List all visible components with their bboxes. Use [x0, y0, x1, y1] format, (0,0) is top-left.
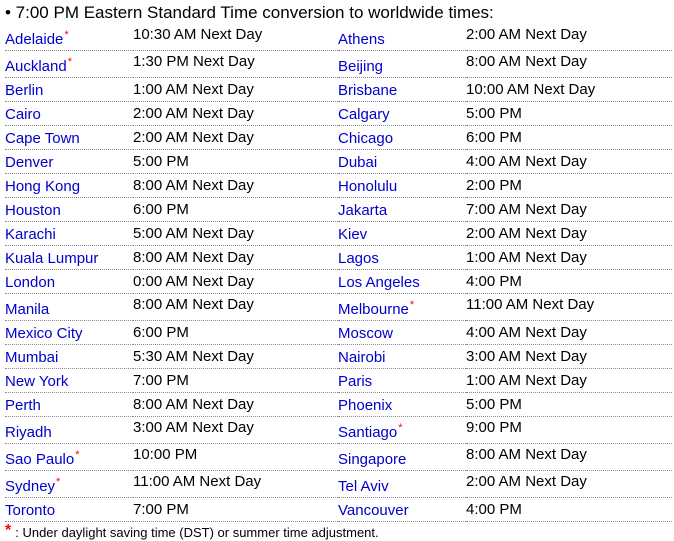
- city-link[interactable]: Beijing: [338, 58, 384, 75]
- right-city-cell: [338, 51, 466, 78]
- city-link[interactable]: Cape Town: [5, 130, 80, 147]
- right-city-cell: [338, 78, 466, 102]
- left-city-cell: [5, 24, 133, 51]
- city-link[interactable]: London: [5, 274, 56, 291]
- city-link[interactable]: Toronto: [5, 502, 56, 519]
- city-link[interactable]: Santiago: [338, 424, 398, 441]
- left-city-cell: [5, 393, 133, 417]
- left-time-cell: 8:00 AM Next Day: [133, 174, 338, 198]
- right-city-cell: [338, 498, 466, 522]
- city-link[interactable]: Jakarta: [338, 202, 388, 219]
- dst-marker-icon: *: [64, 29, 69, 41]
- city-link[interactable]: Phoenix: [338, 397, 393, 414]
- city-link[interactable]: Melbourne: [338, 301, 409, 318]
- city-link[interactable]: Vancouver: [338, 502, 409, 519]
- right-time-cell: 1:00 AM Next Day: [466, 369, 672, 393]
- right-time-cell: 2:00 AM Next Day: [466, 24, 672, 51]
- left-time-cell: 7:00 PM: [133, 369, 338, 393]
- right-time-cell: 7:00 AM Next Day: [466, 198, 672, 222]
- table-row: [5, 471, 672, 498]
- right-city-cell: [338, 102, 466, 126]
- right-time-cell: 2:00 AM Next Day: [466, 471, 672, 498]
- timezone-table: [5, 24, 672, 522]
- left-city-cell: [5, 444, 133, 471]
- city-link[interactable]: Lagos: [338, 250, 379, 267]
- right-time-cell: 4:00 AM Next Day: [466, 321, 672, 345]
- table-row: [5, 126, 672, 150]
- left-time-cell: 8:00 AM Next Day: [133, 393, 338, 417]
- left-time-cell: 6:00 PM: [133, 198, 338, 222]
- right-city-cell: [338, 294, 466, 321]
- left-time-cell: 6:00 PM: [133, 321, 338, 345]
- right-time-cell: 8:00 AM Next Day: [466, 51, 672, 78]
- right-time-cell: 5:00 PM: [466, 102, 672, 126]
- city-link[interactable]: Moscow: [338, 325, 394, 342]
- right-city-cell: [338, 345, 466, 369]
- right-city-cell: [338, 174, 466, 198]
- city-link[interactable]: New York: [5, 373, 69, 390]
- left-time-cell: 8:00 AM Next Day: [133, 294, 338, 321]
- city-link[interactable]: Riyadh: [5, 424, 52, 441]
- right-city-cell: [338, 24, 466, 51]
- city-link[interactable]: Denver: [5, 154, 54, 171]
- right-time-cell: 2:00 PM: [466, 174, 672, 198]
- left-city-cell: [5, 126, 133, 150]
- city-link[interactable]: Karachi: [5, 226, 56, 243]
- left-time-cell: 1:30 PM Next Day: [133, 51, 338, 78]
- left-city-cell: [5, 417, 133, 444]
- city-link[interactable]: Kuala Lumpur: [5, 250, 99, 267]
- left-city-cell: [5, 270, 133, 294]
- left-time-cell: 11:00 AM Next Day: [133, 471, 338, 498]
- city-link[interactable]: Adelaide: [5, 31, 64, 48]
- left-city-cell: [5, 150, 133, 174]
- dst-marker-icon: *: [56, 476, 61, 488]
- left-city-cell: [5, 246, 133, 270]
- table-row: [5, 150, 672, 174]
- right-time-cell: 9:00 PM: [466, 417, 672, 444]
- right-city-cell: [338, 471, 466, 498]
- right-time-cell: 3:00 AM Next Day: [466, 345, 672, 369]
- left-city-cell: [5, 369, 133, 393]
- left-city-cell: [5, 345, 133, 369]
- dst-marker-icon: *: [5, 522, 12, 539]
- right-time-cell: 11:00 AM Next Day: [466, 294, 672, 321]
- left-time-cell: 0:00 AM Next Day: [133, 270, 338, 294]
- table-row: [5, 498, 672, 522]
- conversion-heading: • 7:00 PM Eastern Standard Time conversion to worldwide times:: [5, 3, 494, 22]
- left-city-cell: [5, 321, 133, 345]
- left-time-cell: 5:30 AM Next Day: [133, 345, 338, 369]
- timezone-table-body: [5, 24, 672, 522]
- left-city-cell: [5, 174, 133, 198]
- left-time-cell: 8:00 AM Next Day: [133, 246, 338, 270]
- left-city-cell: [5, 102, 133, 126]
- dst-marker-icon: *: [398, 422, 403, 434]
- table-row: [5, 444, 672, 471]
- left-city-cell: [5, 471, 133, 498]
- right-city-cell: [338, 150, 466, 174]
- left-time-cell: 2:00 AM Next Day: [133, 102, 338, 126]
- right-time-cell: 4:00 PM: [466, 498, 672, 522]
- table-row: [5, 246, 672, 270]
- left-city-cell: [5, 294, 133, 321]
- table-row: [5, 198, 672, 222]
- table-row: [5, 270, 672, 294]
- right-time-cell: 6:00 PM: [466, 126, 672, 150]
- left-time-cell: 5:00 AM Next Day: [133, 222, 338, 246]
- left-city-cell: [5, 51, 133, 78]
- dst-marker-icon: *: [67, 56, 72, 68]
- dst-marker-icon: *: [75, 449, 80, 461]
- left-city-cell: [5, 198, 133, 222]
- right-time-cell: 2:00 AM Next Day: [466, 222, 672, 246]
- left-city-cell: [5, 78, 133, 102]
- table-row: [5, 51, 672, 78]
- city-link[interactable]: Honolulu: [338, 178, 398, 195]
- right-city-cell: [338, 222, 466, 246]
- city-link[interactable]: Chicago: [338, 130, 394, 147]
- city-link[interactable]: Mexico City: [5, 325, 83, 342]
- table-row: [5, 321, 672, 345]
- right-city-cell: [338, 417, 466, 444]
- table-row: [5, 24, 672, 51]
- right-time-cell: 4:00 AM Next Day: [466, 150, 672, 174]
- right-time-cell: 4:00 PM: [466, 270, 672, 294]
- right-time-cell: 8:00 AM Next Day: [466, 444, 672, 471]
- city-link[interactable]: Brisbane: [338, 82, 398, 99]
- city-link[interactable]: Nairobi: [338, 349, 386, 366]
- left-time-cell: 10:30 AM Next Day: [133, 24, 338, 51]
- right-time-cell: 10:00 AM Next Day: [466, 78, 672, 102]
- city-link[interactable]: Kiev: [338, 226, 368, 243]
- left-city-cell: [5, 498, 133, 522]
- right-city-cell: [338, 321, 466, 345]
- right-city-cell: [338, 444, 466, 471]
- city-link[interactable]: Paris: [338, 373, 373, 390]
- city-link[interactable]: Perth: [5, 397, 41, 414]
- left-city-cell: [5, 222, 133, 246]
- city-link[interactable]: Auckland: [5, 58, 67, 75]
- city-link[interactable]: Manila: [5, 301, 50, 318]
- right-city-cell: [338, 198, 466, 222]
- dst-footnote: [5, 522, 672, 541]
- city-link[interactable]: Houston: [5, 202, 61, 219]
- right-city-cell: [338, 126, 466, 150]
- right-city-cell: [338, 270, 466, 294]
- table-row: [5, 369, 672, 393]
- city-link[interactable]: Berlin: [5, 82, 44, 99]
- table-row: [5, 174, 672, 198]
- city-link[interactable]: Hong Kong: [5, 178, 81, 195]
- dst-marker-icon: *: [409, 299, 415, 311]
- right-city-cell: [338, 393, 466, 417]
- left-time-cell: 3:00 AM Next Day: [133, 417, 338, 444]
- city-link[interactable]: Dubai: [338, 154, 378, 171]
- right-time-cell: 5:00 PM: [466, 393, 672, 417]
- right-city-cell: [338, 246, 466, 270]
- left-time-cell: 7:00 PM: [133, 498, 338, 522]
- city-link[interactable]: Sydney: [5, 478, 56, 495]
- city-link[interactable]: Sao Paulo: [5, 451, 75, 468]
- left-time-cell: 2:00 AM Next Day: [133, 126, 338, 150]
- city-link[interactable]: Athens: [338, 31, 385, 48]
- table-row: [5, 222, 672, 246]
- table-row: [5, 393, 672, 417]
- city-link[interactable]: Singapore: [338, 451, 407, 468]
- city-link[interactable]: Cairo: [5, 106, 41, 123]
- left-time-cell: 5:00 PM: [133, 150, 338, 174]
- table-row: [5, 345, 672, 369]
- city-link[interactable]: Mumbai: [5, 349, 59, 366]
- table-row: [5, 294, 672, 321]
- city-link[interactable]: Los Angeles: [338, 274, 420, 291]
- table-row: [5, 417, 672, 444]
- left-time-cell: 1:00 AM Next Day: [133, 78, 338, 102]
- dst-footnote-text: : Under daylight saving time (DST) or summer time adjustment.: [15, 525, 379, 540]
- right-city-cell: [338, 369, 466, 393]
- table-row: [5, 78, 672, 102]
- left-time-cell: 10:00 PM: [133, 444, 338, 471]
- city-link[interactable]: Calgary: [338, 106, 390, 123]
- right-time-cell: 1:00 AM Next Day: [466, 246, 672, 270]
- table-row: [5, 102, 672, 126]
- city-link[interactable]: Tel Aviv: [338, 478, 389, 495]
